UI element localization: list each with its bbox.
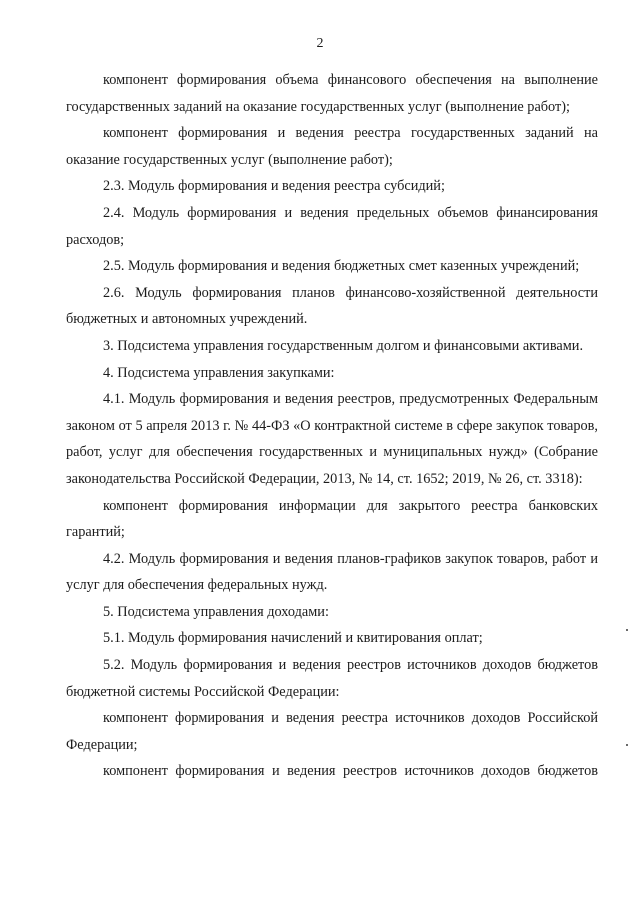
paragraph: 5. Подсистема управления доходами: — [103, 603, 329, 620]
paragraph: 2.5. Модуль формирования и ведения бюджетных смет казенных учреждений; — [103, 258, 580, 275]
scan-speck — [626, 744, 628, 746]
paragraph: компонент формирования и ведения реестра источников доходов Российской Федерации; — [66, 710, 598, 753]
paragraph: компонент формирования информации для закрытого реестра банковских гарантий; — [66, 497, 598, 541]
page-number: 2 — [316, 36, 324, 51]
paragraph: компонент формирования и ведения реестра государственных заданий на оказание государственных услуг (выполнение работ); — [66, 125, 598, 168]
paragraph: 2.6. Модуль формирования планов финансово-хозяйственной деятельности бюджетных и автономных учреждений. — [66, 284, 598, 328]
paragraph: 4. Подсистема управления закупками: — [103, 364, 335, 381]
paragraph: 4.1. Модуль формирования и ведения реестров, предусмотренных Федеральным законом от 5 апреля 2013 г. № 44-ФЗ «О контрактной системе в сфере закупок товаров, работ, услуг для обеспечения государственных и муниципальных нужд» (Собрание законодательства Российской Федерации, 2013, № 14, ст. 1652; 2019, № 26, ст. 3318): — [66, 391, 598, 487]
paragraph: 4.2. Модуль формирования и ведения планов-графиков закупок товаров, работ и услуг для обеспечения федеральных нужд. — [66, 550, 598, 594]
scan-speck — [626, 629, 628, 631]
paragraph: компонент формирования и ведения реестров источников доходов бюджетов — [103, 763, 598, 780]
paragraph: компонент формирования объема финансового обеспечения на выполнение государственных заданий на оказание государственных услуг (выполнение работ); — [66, 72, 598, 115]
paragraph: 2.4. Модуль формирования и ведения предельных объемов финансирования расходов; — [66, 204, 598, 248]
document-body — [66, 67, 598, 785]
paragraph: 5.1. Модуль формирования начислений и квитирования оплат; — [103, 630, 483, 647]
paragraph: 2.3. Модуль формирования и ведения реестра субсидий; — [103, 178, 445, 195]
paragraph: 3. Подсистема управления государственным долгом и финансовыми активами. — [103, 337, 584, 354]
paragraph: 5.2. Модуль формирования и ведения реестров источников доходов бюджетов бюджетной системы Российской Федерации: — [66, 657, 598, 700]
